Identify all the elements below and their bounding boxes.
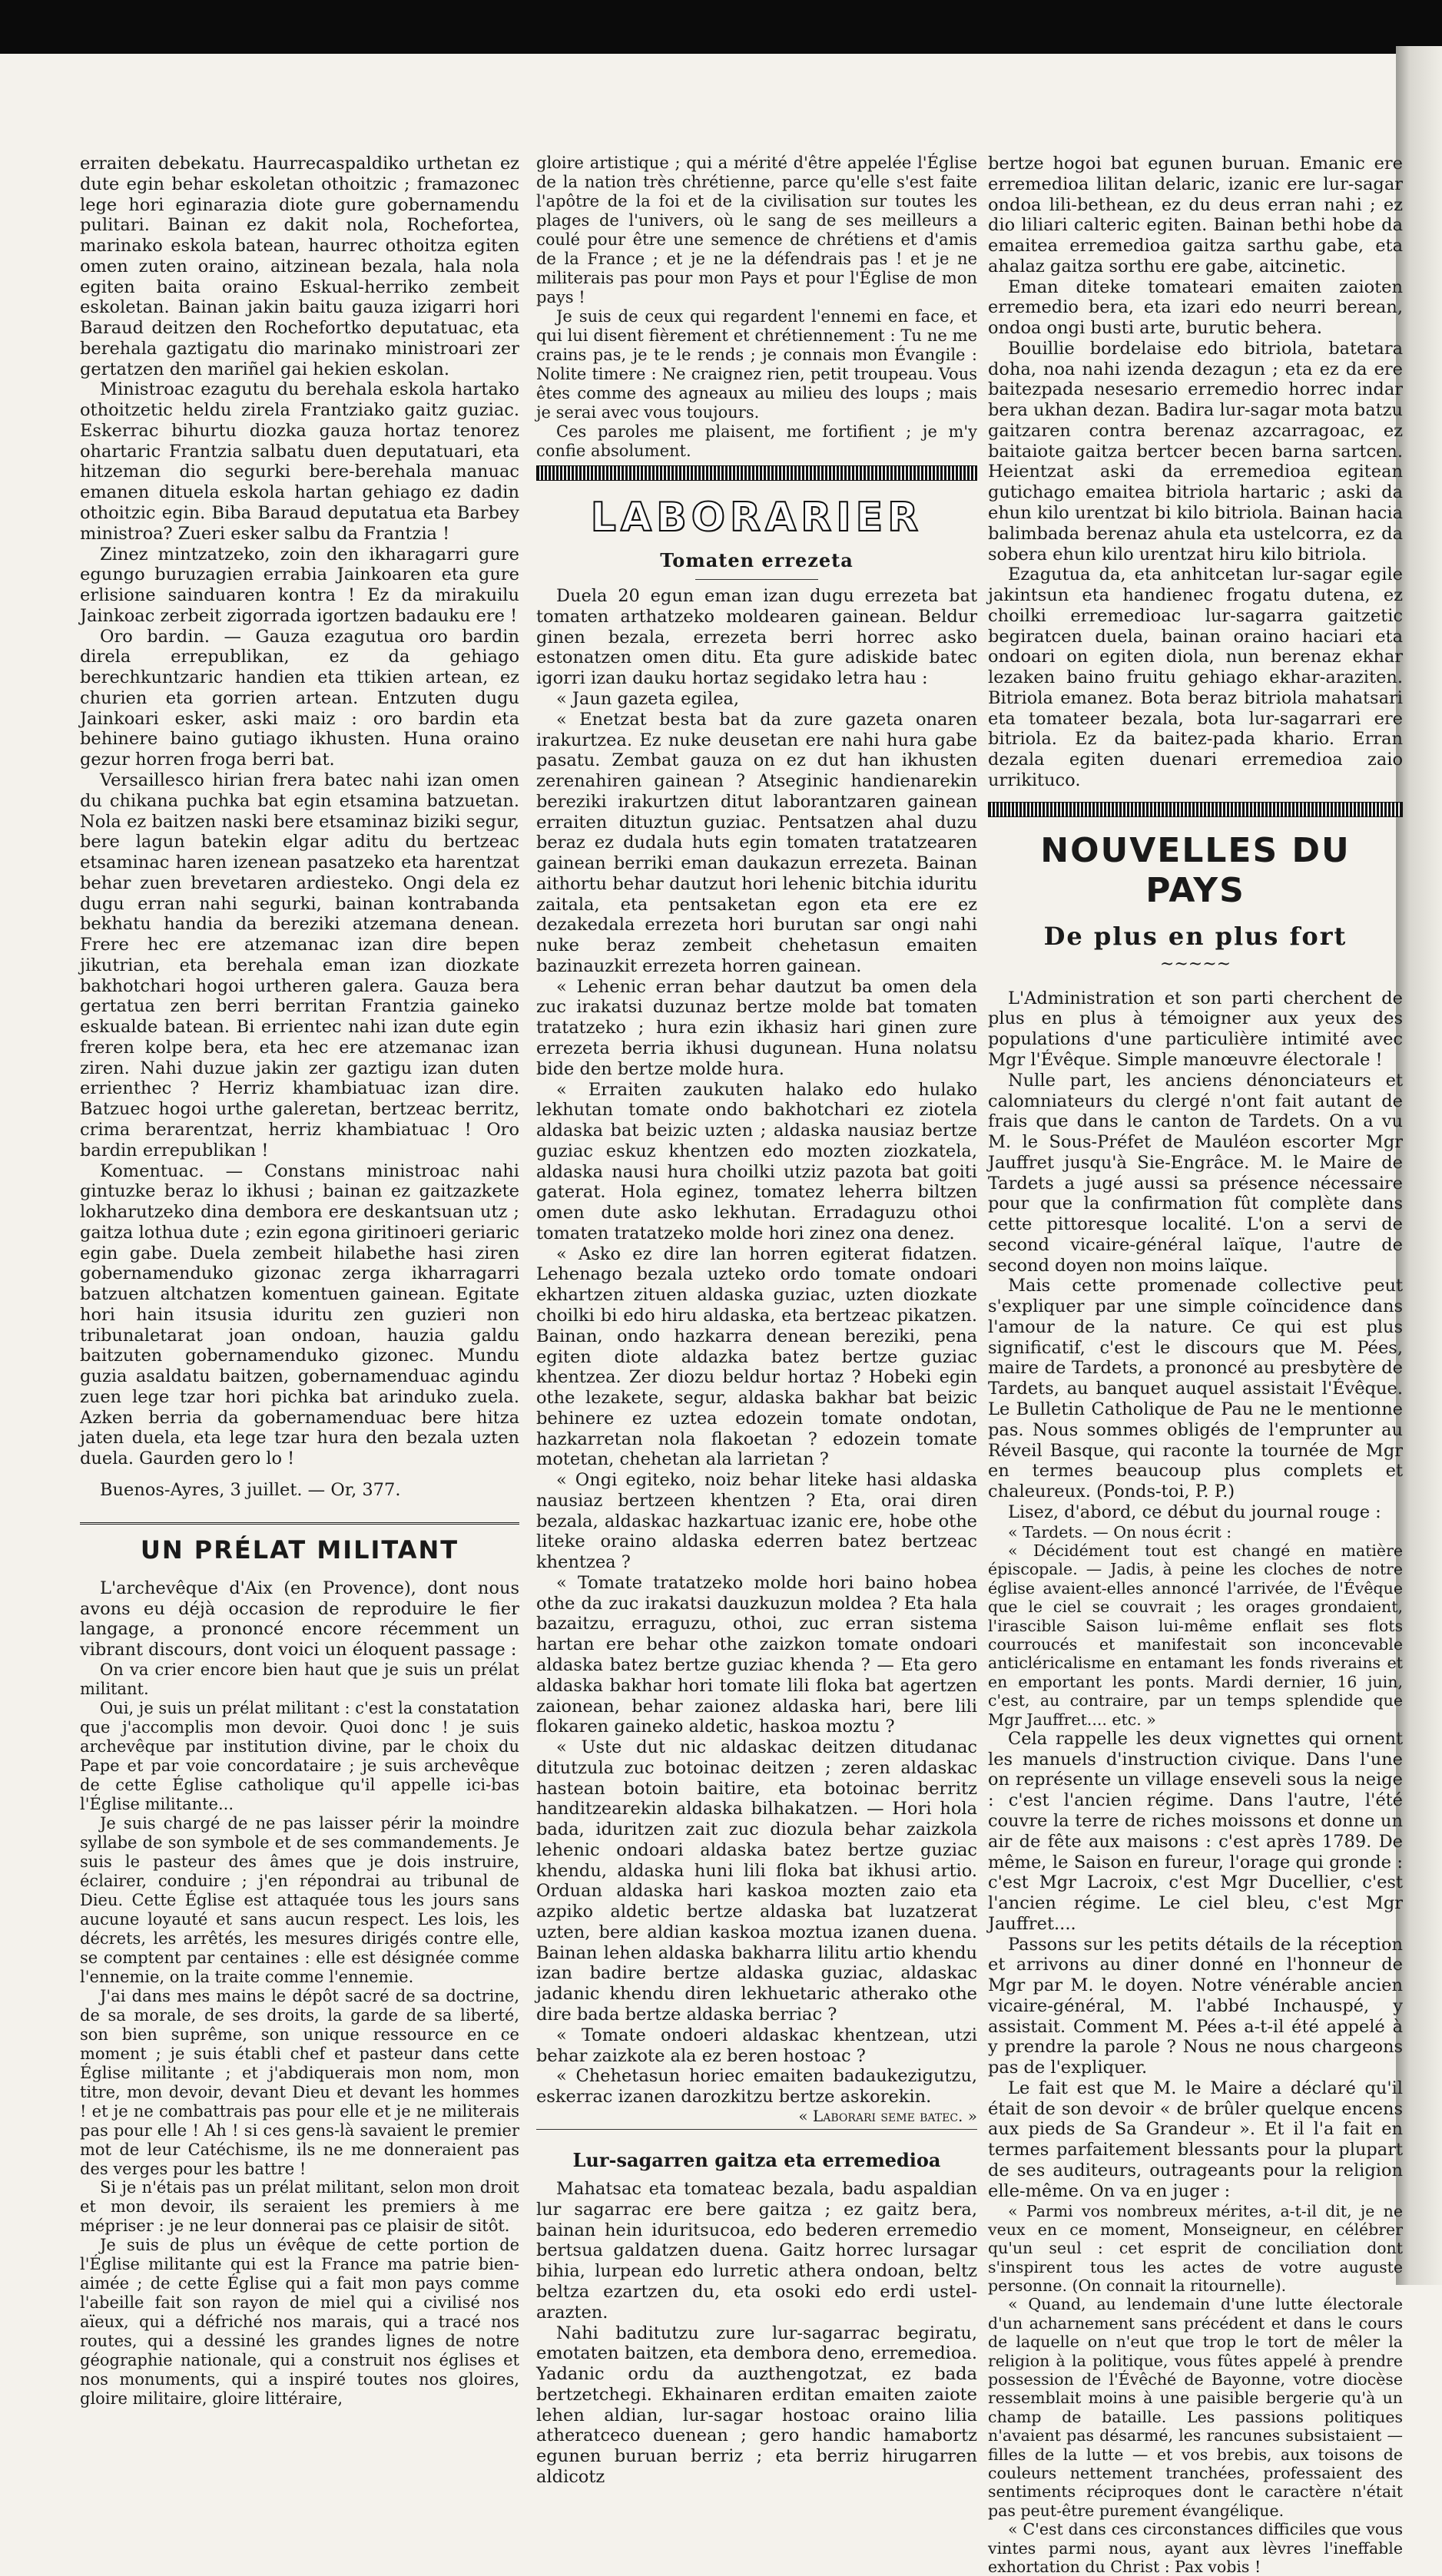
page-fold-shadow — [1396, 46, 1442, 2285]
scan-top-border — [0, 0, 1442, 54]
paragraph: « Ongi egiteko, noiz behar liteke hasi aldaska nausiaz bertzeen khentzen ? Eta, orai diren bezala, aldaskac hazkartuac izanic ere, hobe othe liteke oraino aldaska ederren batez bertzeac khentzea ? — [536, 1470, 977, 1573]
paragraph: L'Administration et son parti cherchent de plus en plus à témoigner aux yeux des populations d'une particulière intimité avec Mgr l'Évêque. Simple manœuvre électorale ! — [988, 988, 1403, 1070]
paragraph: « Asko ez dire lan horren egiterat fidatzen. Lehenago bezala uzteko ordo tomate ondoari ekhartzen zituen aldaska guziac, uzten diozkate choilki bi edo hiru aldaska, eta bertzeac pikatzen. Bainan, ondo hazkarra denean bereziki, pena egiten diote aldazka batez bertze guziac khentzea. Zer diozu beldur hortaz ? Hobeki egin othe lezakete, segur, aldaska bakhar bat beizic behinere ez uztea edozein tomate ondotan, hazkarretan nola flakoetan ? edozein tomate motetan, chehetan ala larrietan ? — [536, 1243, 977, 1470]
quote-paragraph: gloire artistique ; qui a mérité d'être appelée l'Église de la nation très chrétienne, parce qu'elle s'est faite l'apôtre de la foi et de la civilisation sur toutes les plages de l'univers, où le sang de ses meilleurs a coulé pour être une semence de chrétiens et d'amis de la France ; et je ne la défendrais pas ! et je ne militerais pas pour mon Pays et pour l'Église de mon pays ! — [536, 154, 977, 306]
paragraph: Mahatsac eta tomateac bezala, badu aspaldian lur sagarrac ere bere gaitza ; ez gaitz bera, bainan hein iduritsucoa, edo bederen erremedio bertsua galdatzen duena. Gaitz horrec lursagar bihia, lurpean edo lurretic athera ondoan, beltz beltza ezartzen du, eta osoki edo erdi ustel-arazten. — [536, 2179, 977, 2323]
section-title: NOUVELLES DU PAYS — [1040, 830, 1351, 911]
paragraph: Lisez, d'abord, ce début du journal rouge : — [1008, 1502, 1381, 1522]
paragraph: L'archevêque d'Aix (en Provence), dont nous avons eu déjà occasion de reproduire le fier langage, a prononcé encore récemment un vibrant discours, dont voici un éloquent passage : — [80, 1578, 519, 1660]
paragraph: Zinez mintzatzeko, zoin den ikharagarri gure egungo buruzagien errabia Jainkoaren eta gure erlisione sainduaren kontra ! Ez da mirakuilu Jainkoac zerbeit zigorrada igortzen badauku ere ! — [80, 544, 519, 626]
divider — [536, 2129, 977, 2130]
section-rule — [80, 1522, 519, 1525]
paragraph: « Enetzat besta bat da zure gazeta onaren irakurtzea. Ez nuke deusetan ere nahi hura gabe pasatu. Zembat gauza on ez dut han ikhusten zerenahiren gainean ? Atseginic handienarekin bereziki irakurtzen ditut laborantzaren gainean erraiten dituztun guziac. Pentsatzen ahal duzu beraz ez dudala huts egin tomaten tratatzearen gainean berriki eman daukazun errezeta. Bainan aithortu behar dautzut hori lehenic bitchia iduritu zaitala, eta pentsaketan egon eta ere ez dezakedala errezeta hori burutan sar ongi nahi nuke beraz zembeit chehetasun emaiten bazinauzkit errezeta horren gainean. — [536, 709, 977, 976]
paragraph: Duela 20 egun eman izan dugu errezeta bat tomaten arthatzeko moldearen gainean. Beldur ginen bezala, errezeta berri horrec asko estonatzen omen ditu. Eta gure adiskide batec igorri izan dauku hortaz segidako letra hau : — [536, 586, 977, 689]
paragraph: Nulle part, les anciens dénonciateurs et calomniateurs du clergé n'ont fait autant de frais que dans le canton de Tardets. On a vu M. le Sous-Préfet de Mauléon escorter Mgr Jauffret jusqu'à Sie-Engrâce. M. le Maire de Tardets a jugé aussi sa présence nécessaire pour que la confirmation fût complète dans cette pittoresque localité. L'on a servi de second vicaire-général laïque, l'autre de second doyen non moins laïque. — [988, 1070, 1403, 1276]
quote-paragraph: Je suis chargé de ne pas laisser périr la moindre syllabe de son symbole et de ses commandements. Je suis le pasteur des âmes que je dois instruire, éclairer, conduire ; j'en répondrai au tribunal de Dieu. Cette Église est attaquée tous les jours sans aucune loyauté et sans aucun respect. Les lois, les décrets, les arrêtés, les mesures dirigés contre elle, se comptent par centaines : elle est désignée comme l'ennemie, on la traite comme l'ennemie. — [80, 1813, 519, 1986]
ornamental-bar — [988, 802, 1403, 817]
quote-paragraph: On va crier encore bien haut que je suis un prélat militant. — [80, 1660, 519, 1698]
quote-paragraph: « Tardets. — On nous écrit : — [1008, 1522, 1232, 1541]
paragraph: « Chehetasun horiec emaiten badaukezigutzu, eskerrac izanen darozkitzu bertze askorekin. — [536, 2066, 977, 2107]
article-subtitle: Tomaten errezeta — [660, 548, 854, 571]
paragraph: Mais cette promenade collective peut s'expliquer par une simple coïncidence dans l'amour de la nature. Ce qui est plus significatif, c'est le discours que M. Pées, maire de Tardets, a prononcé au presbytère de Tardets, au banquet auquel assistait l'Évêque. Le Bulletin Catholique de Pau ne le mentionne pas. Nous sommes obligés de l'emprunter au Réveil Basque, qui raconte la tournée de Mgr en termes beaucoup plus complets et chaleureux. (Ponds-toi, P. P.) — [988, 1276, 1403, 1502]
divider — [695, 579, 818, 580]
article-title: UN PRÉLAT MILITANT — [140, 1535, 459, 1564]
section-title: LABORARIER — [590, 494, 923, 541]
paragraph: Eman diteke tomateari emaiten zaioten erremedio bera, eta izari edo neurri berean, ondoa ongi busti arte, burutic behera. — [988, 276, 1403, 339]
quote-paragraph: « C'est dans ces circonstances difficiles que vous vintes parmi nous, ayant aux lèvres l'ineffable exhortation du Christ : Pax vobis ! — [988, 2520, 1403, 2576]
column-1 — [80, 154, 519, 2409]
quote-paragraph: « Décidément tout est changé en matière épiscopale. — Jadis, à peine les cloches de notre église avaient-elles annoncé l'arrivée, de l'Évêque que le ciel se couvrait ; les orages grondaient, l'irascible Saison lui-même enflait ses flots courroucés et manifestait son inconcevable anticléricalisme en entamant les fonds riverains et en emportant les ponts. Mardi dernier, 16 juin, c'est, au contraire, par un temps splendide que Mgr Jauffret.... etc. » — [988, 1541, 1403, 1729]
paragraph: « Tomate tratatzeko molde hori baino hobea othe da zuc irakatsi dauzkuzun moldea ? Eta hala bazaitzu, erraguzu, othoi, zuc erran sistema hartan ere behar othe zaizkon tomate ondoari aldaska batez bertze guziac khenda ? — Eta gero aldaska bakhar hori tomate lili floka bat agertzen zaionean, behar zaionez aldaska hari, bere lili flokaren gaineko aldetic, haskoa moztu ? — [536, 1572, 977, 1737]
paragraph: « Erraiten zaukuten halako edo hulako lekhutan tomate ondo bakhotchari ez ziotela aldaska bat beizic uzten ; aldaska nausiaz bertze guziac eskuz khentzen edo mozten ziozkatela, aldaska nausi hura choilki utziz pazota bat goiti gaterat. Hola eginez, tomatez leherra biltzen omen dute asko lekhutan. Erradaguzu othoi tomaten tratatzeko molde hori zinez ona denez. — [536, 1079, 977, 1243]
paragraph: Cela rappelle les deux vignettes qui ornent les manuels d'instruction civique. Dans l'une on représente un village enseveli sous la neige : c'est l'ancien régime. Dans l'autre, l'été couvre la terre de riches moissons et donne un air de fête aux maisons : c'est après 1789. De même, le Saison en fureur, l'orage qui gronde : c'est Mgr Lacroix, c'est Mgr Ducellier, c'est l'ancien régime. Le ciel bleu, c'est Mgr Jauffret.... — [988, 1728, 1403, 1934]
ornament: ~~~~~ — [1159, 954, 1232, 974]
paragraph: « Jaun gazeta egilea, — [556, 689, 740, 709]
paragraph: Komentuac. — Constans ministroac nahi gintuzke beraz lo ikhusi ; bainan ez gaitzazkete lokharutzeko dina dembora ere deskantsuan utz ; gaitza lothua dute ; ezin egona giritinoeri geriaric egin gabe. Duela zembeit hilabethe hasi ziren gobernamenduko gizonac zerga ikharragarri batzuen altchatzen komentuen gainean. Egitate hori hain itsusia iduritu zen guzieri non tribunaletarat joan ondoan, hauzia galdu baitzuten gobernamenduko gizonec. Mundu guzia asaldatu baitzen, gobernamenduac agindu zuen lege tzar hori pichka bat arinduko zuela. Azken berria da gobernamenduac bere hitza jaten duela, eta lege tzar hura den bezala uzten duela. Gaurden gero lo ! — [80, 1161, 519, 1469]
paragraph: Versaillesco hirian frera batec nahi izan omen du chikana puchka bat egin etsamina batzuetan. Nola ez baitzen naski bere etsaminaz biziki segur, bere lagun batekin elgar aditu du bertzeac etsaminac haren izenean pasatzeko eta harentzat behar zuen brevetaren ardiesteko. Ongi dela ez dugu erran nahi segurki, bainan kontrabanda bekhatu handia da bereziki atzemana denean. Frere hec ere atzemanac izan dire bepen jikutrian, eta berehala eman izan diozkate bakhotchari hogoi urtheren galera. Gauza bera gertatua zen berri berritan Frantzia gaineko eskualde batean. Bi errientec nahi izan dute egin freren kolpe bera, eta hec ere atzemanac izan ziren. Nahi duzue jakin zer gaztigu izan duten errienthec ? Herriz khambiatuac izan dire. Batzuec hogoi urthe galeretan, bertzeac berritz, crima berarentzat, herriz khambiatuac ! Oro bardin errepublikan ! — [80, 770, 519, 1161]
paragraph: Oro bardin. — Gauza ezagutua oro bardin direla errepublikan, ez da gehiago berechkuntzaric handien eta ttikien artean, ez churien eta gorrien artean. Entzuten dugu Jainkoari esker, aski maiz : oro bardin eta behinere baino gutiago ikhusten. Huna oraino gezur horren froga berri bat. — [80, 626, 519, 770]
article-subtitle: Lur-sagarren gaitza eta erremedioa — [572, 2148, 941, 2171]
column-3 — [988, 154, 1403, 2576]
article-subtitle: De plus en plus fort — [1043, 922, 1348, 952]
paragraph: « Tomate ondoeri aldaskac khentzean, utzi behar zaizkote ala ez beren hostoac ? — [536, 2025, 977, 2066]
quote-paragraph: J'ai dans mes mains le dépôt sacré de sa doctrine, de sa morale, de ses droits, la garde de sa liberté, son bien suprême, son unique ressource en ce moment ; je suis établi chef et pasteur dans cette Église militante ; et j'abdiquerais mon nom, mon titre, mon devoir, devant Dieu et devant les hommes ! et je ne combattrais pas pour elle et je ne militerais pas pour elle ! Ah ! si ces gens-là savaient le premier mot de leur Catéchisme, ils ne me donneraient pas des verges pour les battre ! — [80, 1986, 519, 2178]
ornamental-bar — [536, 465, 977, 481]
paragraph: Le fait est que M. le Maire a déclaré qu'il était de son devoir « de brûler quelque encens aux pieds de Sa Grandeur ». Et il l'a fait en termes parfaitement blessants pour la plupart de ses auditeurs, outrageants pour la religion elle-même. On va en juger : — [988, 2078, 1403, 2201]
quote-paragraph: Je suis de ceux qui regardent l'ennemi en face, et qui lui disent fièrement et chrétiennement : Tu ne me crains pas, je te le rends ; je connais mon Évangile : Nolite timere : Ne craignez rien, petit troupeau. Vous êtes comme des agneaux au milieu des loups ; mais je serai avec vous toujours. — [536, 306, 977, 422]
quote-paragraph: « Quand, au lendemain d'une lutte électorale d'un acharnement sans précédent et dans le cours de laquelle on n'eut que trop le tort de mêler la religion à la politique, vous fûtes appelé à prendre possession de l'Évêché de Bayonne, votre diocèse ressemblait moins à une paisible bergerie qu'à un champ de bataille. Les passions politiques n'avaient pas désarmé, les rancunes subsistaient — filles de la lutte — et vos brebis, aux toisons de couleurs nettement tranchées, professaient des sentiments réciproques dont le caractère n'était pas peut-être purement évangélique. — [988, 2295, 1403, 2520]
paragraph: Nahi baditutzu zure lur-sagarrac begiratu, emotaten baitzen, eta dembora deno, erremedioa. Yadanic ordu da auzthengotzat, ez bada bertzetchegi. Ekhainaren erditan emaiten zaiote lehen aldian, lur-sagar hostoac oraino lilia atheratceco duenean ; gero handic hamabortz egunen buruan berriz ; eta berriz hirugarren aldicotz — [536, 2323, 977, 2487]
quote-paragraph: Ces paroles me plaisent, me fortifient ; je m'y confie absolument. — [536, 422, 977, 460]
quote-paragraph: Je suis de plus un évêque de cette portion de l'Église militante qui est la France ma patrie bien-aimée ; de cette Église qui a fait mon pays comme l'abeille fait son rayon de miel qui a civilisé nos aïeux, qui a défriché nos marais, qui a tracé nos routes, qui a dessiné les grandes lignes de notre géographie nationale, qui a construit nos églises et nos monuments, qui a inspiré toutes nos gloires, gloire militaire, gloire littéraire, — [80, 2236, 519, 2409]
paragraph: erraiten debekatu. Haurrecaspaldiko urthetan ez dute egin behar eskoletan othoitzic ; framazonec lege hori eginarazia diote gure gobernamendu pulitari. Bainan ez dakit nola, Rochefortea, marinako eskola batean, haurrec othoitza egiten omen zuten oraino, aitzinean bezala, hala nola egiten baita oraino Eskual-herriko zembeit eskoletan. Bainan jakin baitu gauza izigarri hori Baraud deitzen den Rochefortko deputatuac, eta berehala gaztigatu dio marinako ministroari zer gertatzen den mariñel gai hekien eskolan. — [80, 154, 519, 379]
quote-paragraph: Oui, je suis un prélat militant : c'est la constatation que j'accomplis mon devoir. Quoi donc ! je suis archevêque par institution divine, par le choix du Pape et par voie concordataire ; je suis archevêque de cette Église catholique qu'il appelle ici-bas l'Église militante... — [80, 1698, 519, 1813]
quote-paragraph: « Parmi vos nombreux mérites, a-t-il dit, je ne veux en ce moment, Monseigneur, en célébrer qu'un seul : cet esprit de conciliation dont s'inspirent tous les actes de votre auguste personne. (On connait la ritournelle). — [988, 2201, 1403, 2296]
paragraph: « Lehenic erran behar dautzut ba omen dela zuc irakatsi duzunaz bertze molde bat tomaten tratatzeko ; hura ezin ikhasiz hari ginen zure errezeta berria ikhusi dugunean. Huna nolatsu bide den bertze molde hura. — [536, 976, 977, 1079]
paragraph: « Uste dut nic aldaskac deitzen ditudanac ditutzula zuc botoinac deitzen ; zeren aldaskac hastean botoin baitire, eta botoinac berritz handitzearekin aldaska bilhakatzen. — Hori hola bada, iduritzen zait zuc diozula behar zaizkola lehenic ondoari aldaska batez bertze guziac khendu, aldaska huni lili floka bat ikhusi artio. Orduan aldaska hari kaskoa mozten zaio eta azpiko aldetic bertze aldaska bat luzatzerat uzten, bere aldian kaskoa moztua izanen duena. Bainan lehen aldaska bakharra lilitu artio khendu izan badire bertze aldaska guziac, aldaskac jadanic khendu diren lekhuetaric atherako othe dire bada bertze aldaska berriac ? — [536, 1737, 977, 2025]
paragraph: bertze hogoi bat egunen buruan. Emanic ere erremedioa lilitan delaric, izanic ere lur-sagar ondoa lili-bethean, ez du deus erran nahi ; ez dio liliari calteric egiten. Bainan bethi hobe da emaitea erremedioa gaitza sarthu gabe, eta ahalaz gaitza sorthu ere gabe, aitcinetic. — [988, 154, 1403, 276]
paragraph: Ministroac ezagutu du berehala eskola hartako othoitzetic heldu zirela Frantziako gaitz guziac. Eskerrac bihurtu diozka gauza hortaz tenorez ohartaric Frantzia salbatu duen deputatuari, eta hitzeman dio segurki bere-berehala manuac emanen dituela eskola hartan gehiago ez dadin othoitzic egin. Biba Baraud deputatua eta Barbey ministroa? Zueri esker salbu da Frantzia ! — [80, 379, 519, 544]
dateline: Buenos-Ayres, 3 juillet. — Or, 377. — [100, 1480, 401, 1500]
paragraph: Ezagutua da, eta anhitcetan lur-sagar egile jakintsun eta handienec frogatu dutena, ez choilki erremedioac lur-sagarra gaitzetic begiratcen duela, bainan oraino haciari eta ondoari on egiten diola, nun berenaz ekhar lezaken baino fruitu gehiago ekhar-araziten. Bitriola emanez. Bota beraz bitriola mahatsari eta tomateer bezala, bota lur-sagarrari ere bitriola. Ez da baitez-pada khario. Erran dezala egiten duenari erremedioa zaio urrikituco. — [988, 565, 1403, 790]
column-2 — [536, 154, 977, 2487]
signature: « Laborari seme batec. » — [798, 2106, 977, 2125]
paragraph: Bouillie bordelaise edo bitriola, batetara doha, noa nahi izenda dezagun ; eta ez da ere baitezpada nesesario erremedio horrec indar bera ukhan dezan. Badira lur-sagar mota batzu gaitzaren contra berenaz azcarragoac, ez baitaiote gaitza bertcer becen barna sartcen. Heientzat aski da erremedioa egitean gutichago emaitea bitriola hartaric ; aski da ehun kilo urentzat bi kilo bitriola. Bainan hacia balimbada berenaz ahula eta ustelcorra, ez da sobera ehun kilo urentzat hiru kilo bitriola. — [988, 338, 1403, 565]
quote-paragraph: Si je n'étais pas un prélat militant, selon mon droit et mon devoir, ils seraient les premiers à me mépriser : je ne leur donnerai pas ce plaisir de sitôt. — [80, 2178, 519, 2236]
paragraph: Passons sur les petits détails de la réception et arrivons au diner donné en l'honneur de Mgr par M. le doyen. Notre vénérable ancien vicaire-général, M. l'abbé Inchauspé, y assistait. Comment M. Pées a-t-il été appelé à y prendre la parole ? Nous ne nous chargeons pas de l'expliquer. — [988, 1934, 1403, 2078]
